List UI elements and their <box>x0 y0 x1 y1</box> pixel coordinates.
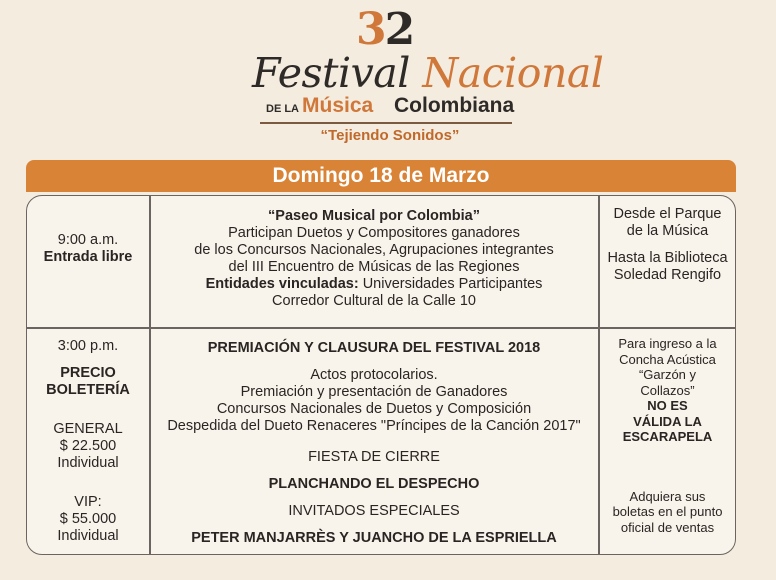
festival-word: Festival <box>252 49 410 97</box>
row2-line4: Despedida del Dueto Renaceres "Príncipes de la Canción 2017" <box>167 418 581 434</box>
row2-price-label1: PRECIO <box>60 365 116 381</box>
row2-vip-label: VIP: <box>74 494 102 510</box>
row2-note4: Collazos” <box>640 382 695 398</box>
schedule-table <box>26 195 736 555</box>
edition-digit-1: 3 <box>356 4 385 55</box>
logo-divider <box>260 122 512 124</box>
edition-digit-2: 2 <box>384 4 414 55</box>
row1-desc1: Participan Duetos y Compositores ganadores <box>228 225 520 241</box>
row1-place3: Hasta la Biblioteca <box>607 250 728 266</box>
row2-general-price: $ 22.500 <box>59 438 117 454</box>
row1-time-cell <box>27 232 149 266</box>
row2-event-cell <box>151 340 597 547</box>
row2-note3: “Garzón y <box>638 367 697 382</box>
tagline: “Tejiendo Sonidos” <box>320 127 460 144</box>
row1-event-cell <box>151 208 597 310</box>
date-bar: Domingo 18 de Marzo <box>26 160 736 192</box>
de-la-text: DE LA <box>266 103 299 115</box>
row1-desc5: Corredor Cultural de la Calle 10 <box>272 293 476 309</box>
row2-fiesta: FIESTA DE CIERRE <box>308 449 440 465</box>
row2-buy2: boletas en el punto <box>612 504 723 519</box>
row1-title: “Paseo Musical por Colombia” <box>268 208 480 224</box>
row1-entities-label: Entidades vinculadas: <box>205 276 359 292</box>
row2-invitados: INVITADOS ESPECIALES <box>288 503 460 519</box>
row1-desc2: de los Concursos Nacionales, Agrupaciones integrantes <box>194 242 554 258</box>
row2-line1: Actos protocolarios. <box>310 367 438 383</box>
row1-place-cell <box>600 206 735 284</box>
musica-text: Música <box>302 94 374 117</box>
row1-entities <box>151 276 597 293</box>
row1-time: 9:00 a.m. <box>57 232 119 248</box>
colombiana-text: Colombiana <box>394 94 515 117</box>
row2-general-label: GENERAL <box>53 421 123 437</box>
row2-line2: Premiación y presentación de Ganadores <box>240 384 508 400</box>
row2-buy1: Adquiera sus <box>629 488 706 504</box>
row2-price-label2: BOLETERÍA <box>46 382 130 398</box>
row1-entry: Entrada libre <box>43 249 133 265</box>
row2-line3: Concursos Nacionales de Duetos y Composición <box>216 401 532 417</box>
row2-artists: PETER MANJARRÈS Y JUANCHO DE LA ESPRIELLA <box>191 530 557 546</box>
row2-time: 3:00 p.m. <box>57 338 119 354</box>
row2-vip-unit: Individual <box>57 528 119 544</box>
row1-place2: de la Música <box>626 223 709 239</box>
nacional-word: Nacional <box>422 49 604 97</box>
festival-logo <box>0 0 776 150</box>
row1-place4: Soledad Rengifo <box>613 267 722 283</box>
row2-general-unit: Individual <box>57 455 119 471</box>
row2-vip-price: $ 55.000 <box>59 511 117 527</box>
row2-note2: Concha Acústica <box>619 351 716 367</box>
festival-title <box>252 50 603 96</box>
row2-note6: VÁLIDA LA <box>633 413 702 429</box>
edition-number <box>356 4 414 55</box>
row2-note5: NO ES <box>647 398 688 413</box>
row1-entities-value: Universidades Participantes <box>358 276 543 292</box>
row2-note-cell <box>600 336 735 535</box>
row2-note7: ESCARAPELA <box>622 429 713 444</box>
row1-desc3: del III Encuentro de Músicas de las Regiones <box>228 259 520 275</box>
row2-buy3: oficial de ventas <box>620 519 715 535</box>
row2-time-cell <box>27 338 149 545</box>
row2-title: PREMIACIÓN Y CLAUSURA DEL FESTIVAL 2018 <box>207 340 541 356</box>
row1-place1: Desde el Parque <box>613 206 722 222</box>
row2-note1: Para ingreso a la <box>618 336 717 351</box>
row-divider <box>27 327 735 329</box>
row2-planchando: PLANCHANDO EL DESPECHO <box>268 476 480 492</box>
